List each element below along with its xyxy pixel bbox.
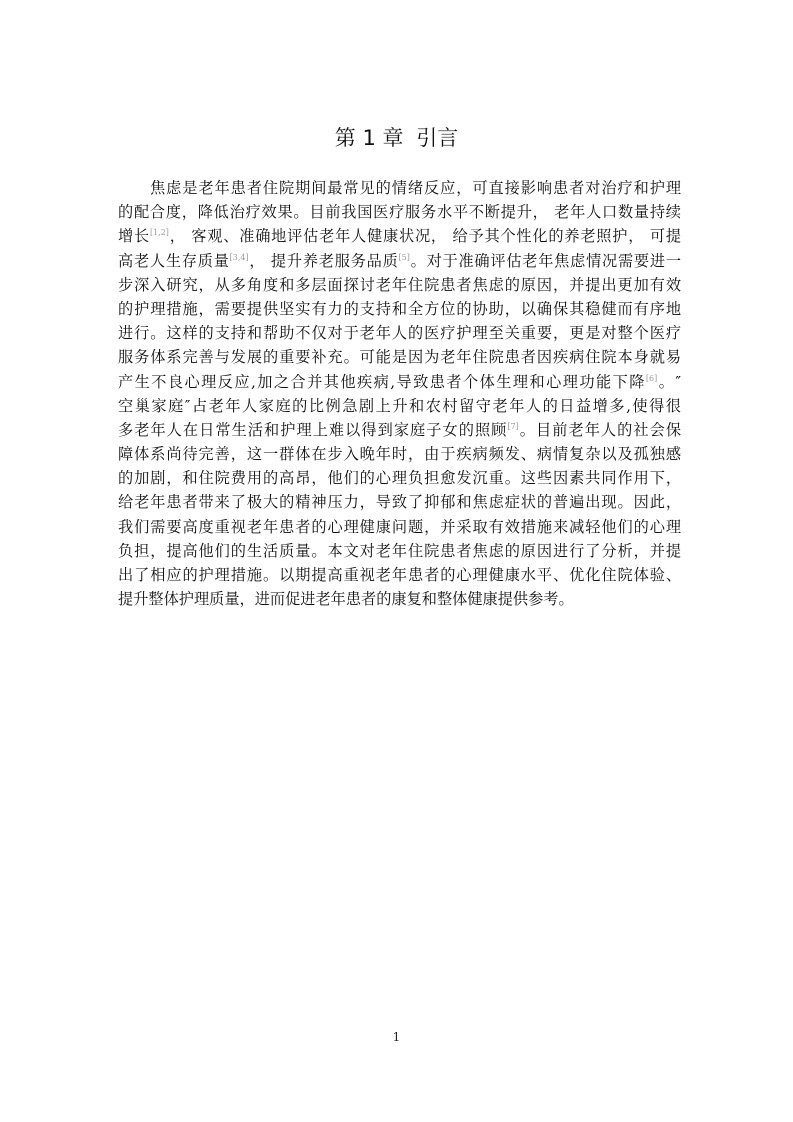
paragraph-text: 的配合度，降低治疗效果。目前我国医疗服务水平不断提升， 老年人口数量持续 xyxy=(118,203,681,222)
paragraph-text: 服务体系完善与发展的重要补充。可能是因为老年住院患者因疾病住院本身就易 xyxy=(118,348,681,367)
paragraph-text: 出了相应的护理措施。以期提高重视老年患者的心理健康水平、优化住院体验、 xyxy=(118,566,681,584)
paragraph-line xyxy=(118,297,681,321)
paragraph-text: 增长 xyxy=(118,227,150,246)
paragraph-line xyxy=(118,224,681,248)
paragraph-text: 负担，提高他们的生活质量。本文对老年住院患者焦虑的原因进行了分析，并提 xyxy=(118,541,681,560)
citation-reference[interactable]: [7] xyxy=(507,421,519,431)
paragraph-text: 高老人生存质量 xyxy=(118,251,230,270)
introduction-paragraph xyxy=(118,176,681,611)
citation-reference[interactable]: [1,2] xyxy=(149,228,169,238)
paragraph-text: 给老年患者带来了极大的精神压力，导致了抑郁和焦虑症状的普遍出现。因此， xyxy=(118,493,681,512)
paragraph-text: 提升整体护理质量，进而促进老年患者的康复和整体健康提供参考。 xyxy=(118,590,574,609)
paragraph-text: 我们需要高度重视老年患者的心理健康问题，并采取有效措施来减轻他们的心理 xyxy=(118,517,681,536)
citation-reference[interactable]: [5] xyxy=(398,252,410,262)
paragraph-text: 多老年人在日常生活和护理上难以得到家庭子女的照顾 xyxy=(118,420,508,439)
page-number: 1 xyxy=(392,1030,401,1044)
paragraph-line xyxy=(118,466,681,490)
paragraph-line xyxy=(118,273,681,297)
paragraph-text: ， 客观、准确地评估老年人健康状况， 给予其个性化的养老照护， 可提 xyxy=(168,227,682,246)
paragraph-line xyxy=(118,249,681,273)
paragraph-text: 步深入研究，从多角度和多层面探讨老年住院患者焦虑的原因，并提出更加有效 xyxy=(118,275,681,294)
paragraph-text: 进行。这样的支持和帮助不仅对于老年人的医疗护理至关重要，更是对整个医疗 xyxy=(118,324,681,343)
paragraph-line xyxy=(118,587,681,611)
paragraph-line xyxy=(118,200,681,224)
paragraph-line xyxy=(118,394,681,418)
paragraph-text: ， 提升养老服务品质 xyxy=(248,251,399,270)
chapter-number: 第 1 章 xyxy=(334,126,404,150)
paragraph-text: 空巢家庭″占老年人家庭的比例急剧上升和农村留守老年人的日益增多,使得很 xyxy=(118,396,681,415)
paragraph-text: 。目前老年人的社会保 xyxy=(518,420,682,439)
paragraph-text: 的加剧，和住院费用的高昂，他们的心理负担愈发沉重。这些因素共同作用下， xyxy=(118,469,681,488)
paragraph-line xyxy=(118,442,681,466)
paragraph-line xyxy=(118,176,681,200)
paragraph-line xyxy=(118,418,681,442)
paragraph-line xyxy=(118,370,681,394)
citation-reference[interactable]: [3,4] xyxy=(229,252,249,262)
paragraph-text: 产生不良心理反应,加之合并其他疾病,导致患者个体生理和心理功能下降 xyxy=(118,372,646,391)
paragraph-line xyxy=(118,490,681,514)
paragraph-line xyxy=(118,515,681,539)
paragraph-text: 。对于准确评估老年焦虑情况需要进一 xyxy=(409,251,682,270)
paragraph-line xyxy=(118,563,681,587)
paragraph-text: 障体系尚待完善，这一群体在步入晚年时，由于疾病频发、病情复杂以及孤独感 xyxy=(118,445,681,464)
paragraph-line xyxy=(118,321,681,345)
paragraph-text: 的护理措施，需要提供坚实有力的支持和全方位的协助，以确保其稳健而有序地 xyxy=(118,299,681,318)
citation-reference[interactable]: [6] xyxy=(645,373,658,383)
paragraph-text: 焦虑是老年患者住院期间最常见的情绪反应，可直接影响患者对治疗和护理 xyxy=(150,179,681,197)
chapter-name: 引言 xyxy=(416,126,459,150)
paragraph-line xyxy=(118,345,681,369)
paragraph-line xyxy=(118,539,681,563)
chapter-title xyxy=(0,124,793,152)
paragraph-text: 。″ xyxy=(657,372,681,391)
